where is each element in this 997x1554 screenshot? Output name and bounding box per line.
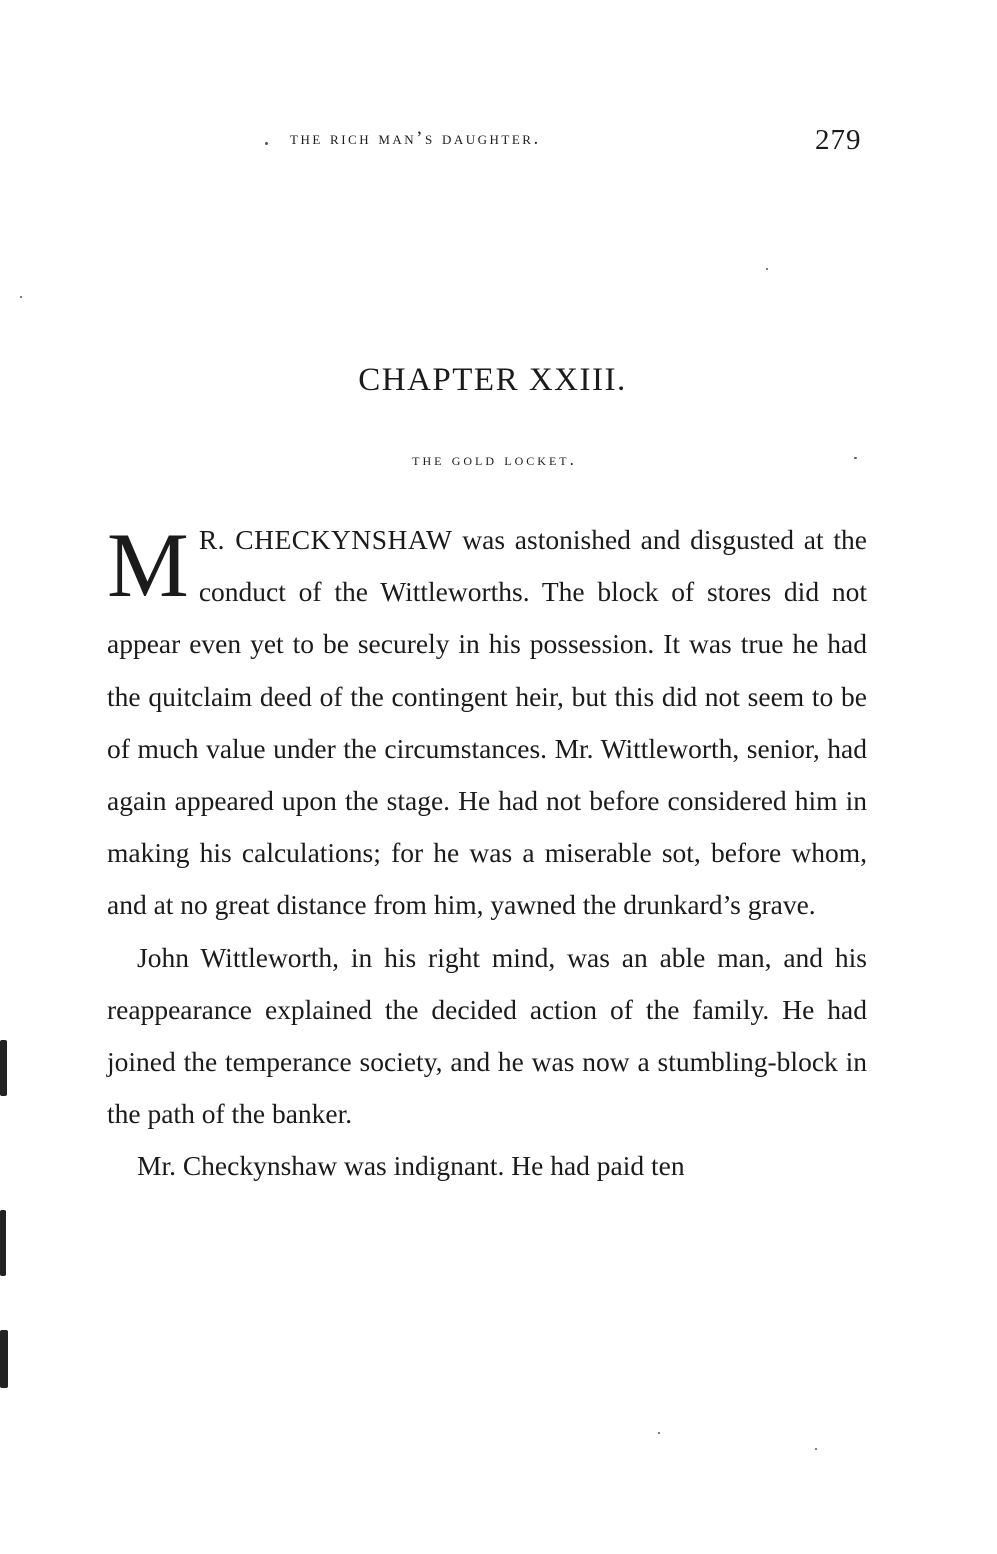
- chapter-body: [107, 514, 867, 1193]
- chapter-subtitle-text: the gold locket.: [412, 450, 577, 469]
- scan-speck: [265, 142, 268, 145]
- scan-speck: [20, 296, 22, 298]
- scan-edge-mark: [0, 1330, 8, 1388]
- paragraph-1-text: was astonished and disgusted at the conduct of the Wittleworths. The block of stores did not appear even yet to be securely in his possession. It was true he had the quitclaim deed of the contingent heir, but this did not seem to be of much value under the circumstances. Mr. Wittleworth, senior, had again appeared upon the stage. He had not before considered him in making his calculations; for he was a miserable sot, before whom, and at no great distance from him, yawned the drunkard’s grave.: [107, 524, 868, 921]
- scan-speck: [815, 1448, 817, 1450]
- running-title: the rich man’s daughter.: [290, 128, 541, 149]
- paragraph-1: [107, 514, 867, 932]
- scan-speck: [854, 457, 857, 459]
- scan-speck: [766, 268, 768, 270]
- scan-edge-mark: [0, 1210, 6, 1276]
- chapter-subtitle: [0, 450, 997, 470]
- paragraph-2: John Wittleworth, in his right mind, was an able man, and his reappearance explained the decided action of the family. He had joined the temperance society, and he was now a stumbling-block in the path of the banker.: [107, 941, 867, 1130]
- chapter-title: [0, 362, 997, 399]
- lead-caps: R. CHECKYNSHAW: [198, 524, 453, 555]
- chapter-title-text: CHAPTER XXIII.: [358, 362, 627, 398]
- paragraph-3: Mr. Checkynshaw was indignant. He had paid ten: [137, 1150, 685, 1182]
- scan-edge-mark: [0, 1040, 7, 1096]
- scan-speck: [658, 1432, 660, 1434]
- drop-cap: M: [107, 514, 189, 616]
- page-number: 279: [815, 124, 862, 156]
